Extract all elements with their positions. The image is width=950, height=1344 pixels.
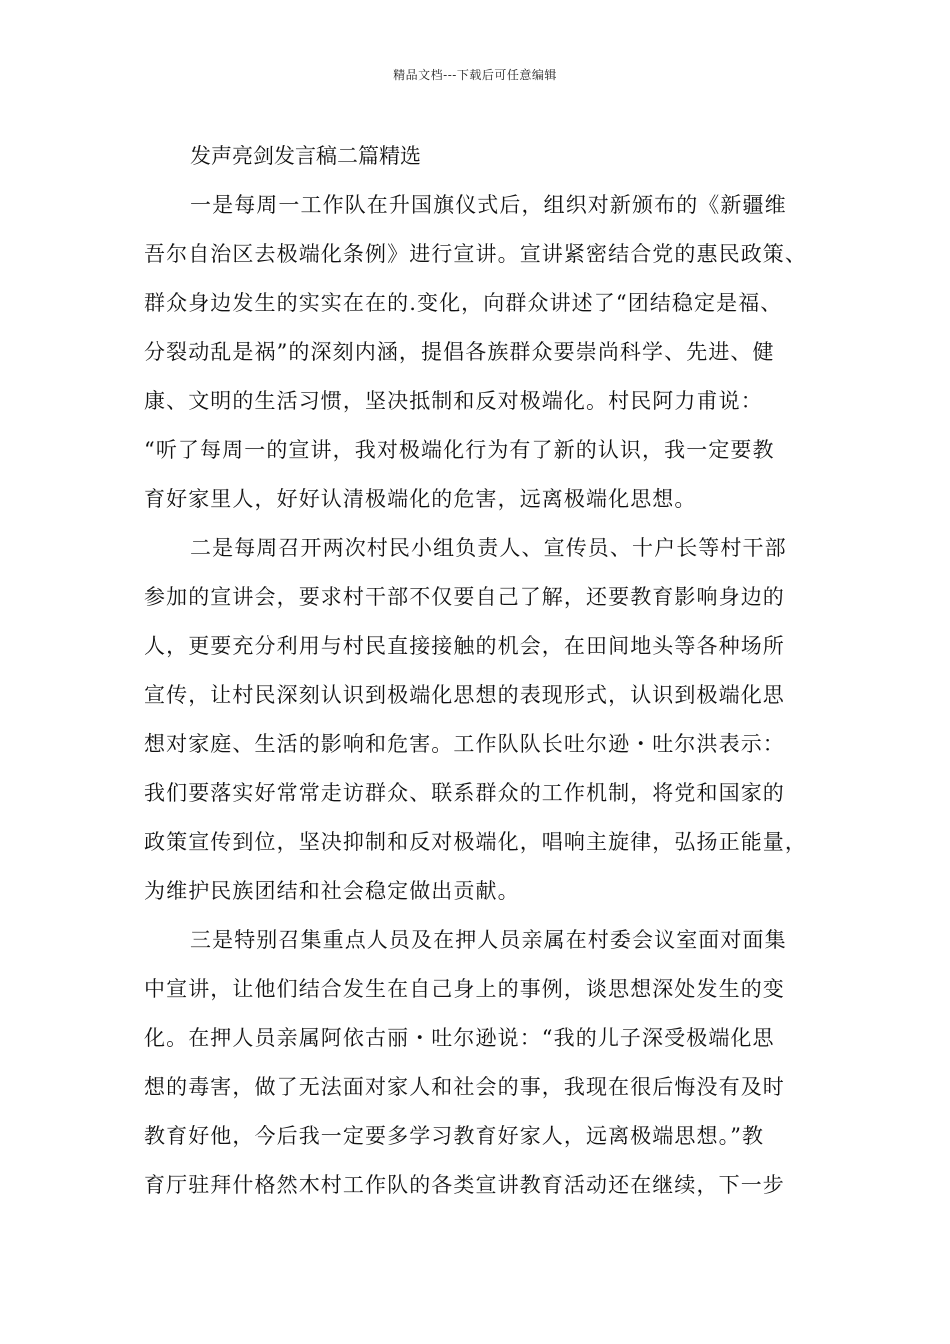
paragraph-line: 我们要落实好常常走访群众、联系群众的工作机制，将党和国家的 <box>144 781 785 805</box>
paragraph-3 <box>144 916 830 1210</box>
paragraph-line: 政策宣传到位，坚决抑制和反对极端化，唱响主旋律，弘扬正能量， <box>144 830 807 854</box>
paragraph-line: 化。在押人员亲属阿依古丽・吐尔逊说：“我的儿子深受极端化思 <box>144 1026 775 1050</box>
paragraph-line: 一是每周一工作队在升国旗仪式后，组织对新颁布的《新疆维 <box>190 193 787 217</box>
paragraph-line: 中宣讲，让他们结合发生在自己身上的事例，谈思想深处发生的变 <box>144 977 785 1001</box>
document-title: 发声亮剑发言稿二篇精选 <box>190 144 421 168</box>
paragraph-line: 育厅驻拜什格然木村工作队的各类宣讲教育活动还在继续，下一步 <box>144 1173 785 1197</box>
paragraph-line: 群众身边发生的实实在在的.变化，向群众讲述了“团结稳定是福、 <box>144 291 783 315</box>
page-header: 精品文档---下载后可任意编辑 <box>393 68 557 82</box>
paragraph-line: 想对家庭、生活的影响和危害。工作队队长吐尔逊・吐尔洪表示： <box>144 732 785 756</box>
paragraph-line: 吾尔自治区去极端化条例》进行宣讲。宣讲紧密结合党的惠民政策、 <box>144 242 807 266</box>
document-body <box>144 132 830 1210</box>
paragraph-line: 二是每周召开两次村民小组负责人、宣传员、十户长等村干部 <box>190 536 787 560</box>
paragraph-line: 教育好他，今后我一定要多学习教育好家人，远离极端思想。”教 <box>144 1124 765 1148</box>
paragraph-2 <box>144 524 830 916</box>
paragraph-line: 康、文明的生活习惯，坚决抵制和反对极端化。村民阿力甫说： <box>144 389 763 413</box>
paragraph-line: 宣传，让村民深刻认识到极端化思想的表现形式，认识到极端化思 <box>144 683 785 707</box>
paragraph-line: 三是特别召集重点人员及在押人员亲属在村委会议室面对面集 <box>190 928 787 952</box>
paragraph-line: “听了每周一的宣讲，我对极端化行为有了新的认识，我一定要教 <box>144 438 775 462</box>
paragraph-line: 为维护民族团结和社会稳定做出贡献。 <box>144 879 520 903</box>
paragraph-line: 参加的宣讲会，要求村干部不仅要自己了解，还要教育影响身边的 <box>144 585 785 609</box>
paragraph-1 <box>144 181 830 524</box>
paragraph-line: 想的毒害，做了无法面对家人和社会的事，我现在很后悔没有及时 <box>144 1075 785 1099</box>
paragraph-line: 育好家里人，好好认清极端化的危害，远离极端化思想。 <box>144 487 697 511</box>
paragraph-line: 人，更要充分利用与村民直接接触的机会，在田间地头等各种场所 <box>144 634 785 658</box>
paragraph-line: 分裂动乱是祸”的深刻内涵，提倡各族群众要崇尚科学、先进、健 <box>144 340 775 364</box>
